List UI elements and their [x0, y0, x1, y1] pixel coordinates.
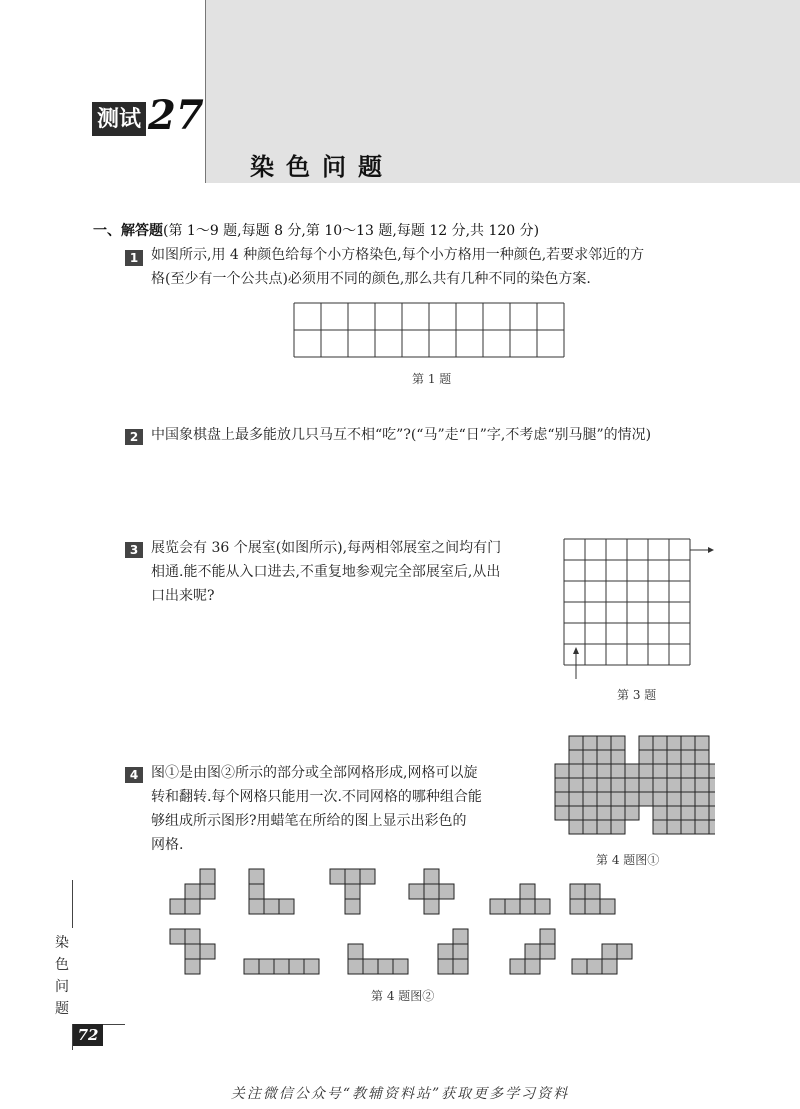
figure-1-cell	[597, 736, 611, 750]
test-label	[92, 92, 204, 139]
figure-2-piece-cell	[170, 929, 185, 944]
figure-2-piece-cell	[570, 899, 585, 914]
figure-1-cell	[695, 792, 709, 806]
figure-2-piece-cell	[438, 959, 453, 974]
figure-1-cell	[639, 792, 653, 806]
question-1-line-1: 如图所示,用 4 种颜色给每个小方格染色,每个小方格用一种颜色,若要求邻近的方	[151, 247, 645, 263]
figure-2-piece-cell	[520, 899, 535, 914]
figure-2-piece-cell	[185, 899, 200, 914]
figure-1-cell	[611, 736, 625, 750]
section-prefix: 一、解答题	[93, 223, 163, 239]
sidebar-chapter-title	[55, 932, 69, 1020]
figure-2-piece-cell	[185, 884, 200, 899]
figure-1-cell	[681, 820, 695, 834]
test-number: 27	[148, 92, 204, 139]
figure-1-cell	[681, 806, 695, 820]
figure-1-cell	[555, 806, 569, 820]
figure-2-piece-cell	[617, 944, 632, 959]
figure-2-piece-cell	[345, 869, 360, 884]
figure-1-cell	[625, 764, 639, 778]
question-2-line-1: 中国象棋盘上最多能放几只马互不相“吃”?(“马”走“日”字,不考虑“别马腿”的情况)	[151, 427, 652, 443]
figure-2-piece-cell	[393, 959, 408, 974]
figure-1-cell	[569, 764, 583, 778]
figure-2-piece-cell	[289, 959, 304, 974]
figure-1-cell	[625, 806, 639, 820]
figure-1-cell	[639, 750, 653, 764]
figure-1-cell	[583, 792, 597, 806]
figure-1-cell	[653, 750, 667, 764]
figure-2-piece-cell	[259, 959, 274, 974]
figure-1-cell	[569, 736, 583, 750]
sidebar-char: 问	[55, 979, 69, 995]
figure-2-piece-cell	[378, 959, 393, 974]
question-number-3: 3	[125, 542, 143, 558]
figure-1-cell	[695, 736, 709, 750]
figure-1-cell	[653, 778, 667, 792]
figure-1-cell	[583, 736, 597, 750]
figure-1-cell	[569, 806, 583, 820]
figure-2-piece-cell	[345, 899, 360, 914]
figure-2-piece-cell	[572, 959, 587, 974]
figure-1-cell	[709, 764, 715, 778]
figure-1-cell	[653, 764, 667, 778]
figure-1-cell	[681, 778, 695, 792]
figure-2-piece-cell	[185, 944, 200, 959]
figure-1-cell	[611, 792, 625, 806]
figure-2-piece-cell	[453, 929, 468, 944]
figure-1-cell	[667, 764, 681, 778]
figure-1-cell	[597, 764, 611, 778]
figure-2-piece-cell	[490, 899, 505, 914]
figure-2-piece-cell	[505, 899, 520, 914]
figure-2-piece-cell	[360, 869, 375, 884]
page-title: 染色问题	[250, 153, 394, 181]
question-4-line-3: 够组成所示图形?用蜡笔在所给的图上显示出彩色的	[151, 813, 467, 829]
figure-1-cell	[667, 806, 681, 820]
figure-1-cell	[709, 820, 715, 834]
figure-2-piece-cell	[249, 869, 264, 884]
question-number-1: 1	[125, 250, 143, 266]
figure-2-piece-cell	[345, 884, 360, 899]
figure-2-piece-cell	[510, 959, 525, 974]
figure-1-cell	[667, 778, 681, 792]
figure-1-cell	[555, 764, 569, 778]
figure-2-piece-cell	[525, 944, 540, 959]
figure-1-cell	[625, 778, 639, 792]
figure-2-piece-cell	[520, 884, 535, 899]
figure-1-cell	[639, 736, 653, 750]
figure-1-cell	[695, 750, 709, 764]
question-3-line-3: 口出来呢?	[151, 588, 215, 604]
question-4-text	[151, 761, 482, 857]
figure-1-cell	[695, 778, 709, 792]
figure-1-cell	[667, 736, 681, 750]
question-4-line-2: 转和翻转.每个网格只能用一次.不同网格的哪种组合能	[151, 789, 482, 805]
entrance-arrow-head	[573, 647, 579, 654]
figure-1-cell	[625, 792, 639, 806]
figure-2-piece-cell	[249, 899, 264, 914]
sidebar-line-top	[72, 880, 73, 928]
figure-1-cell	[611, 750, 625, 764]
figure-1-cell	[555, 792, 569, 806]
figure-1-shape	[545, 733, 715, 843]
figure-1-cell	[667, 820, 681, 834]
figure-2-piece-cell	[244, 959, 259, 974]
figure-2-piece-cell	[602, 944, 617, 959]
figure-2-piece-cell	[438, 944, 453, 959]
figure-1-cell	[555, 778, 569, 792]
figure-2-piece-cell	[264, 899, 279, 914]
figure-2-piece-cell	[587, 959, 602, 974]
figure-1-cell	[583, 750, 597, 764]
figure-1-cell	[709, 778, 715, 792]
figure-2-piece-cell	[585, 884, 600, 899]
figure-1-cell	[597, 778, 611, 792]
figure-1-cell	[653, 820, 667, 834]
figure-1-cell	[569, 778, 583, 792]
figure-1-cell	[681, 764, 695, 778]
figure-1-cell	[569, 750, 583, 764]
figure-2-piece-cell	[330, 869, 345, 884]
figure-2-piece-cell	[363, 959, 378, 974]
question-4-figure-2-caption: 第 4 题图②	[371, 989, 435, 1003]
figure-1-cell	[681, 792, 695, 806]
figure-2-piece-cell	[348, 944, 363, 959]
figure-1-cell	[653, 806, 667, 820]
figure-2-piece-cell	[200, 944, 215, 959]
sidebar-char: 题	[55, 1001, 69, 1017]
figure-1-cell	[709, 792, 715, 806]
question-number-4: 4	[125, 767, 143, 783]
figure-1-cell	[569, 820, 583, 834]
figure-2-piece-cell	[570, 884, 585, 899]
figure-2-piece-cell	[249, 884, 264, 899]
figure-1-cell	[583, 806, 597, 820]
figure-1-cell	[597, 750, 611, 764]
question-3-caption: 第 3 题	[617, 688, 657, 702]
figure-1-cell	[611, 806, 625, 820]
figure-1-cell	[681, 736, 695, 750]
question-1-text	[151, 243, 644, 291]
figure-1-cell	[695, 764, 709, 778]
question-2-text	[151, 423, 651, 447]
figure-1-cell	[639, 764, 653, 778]
figure-1-cell	[583, 820, 597, 834]
figure-1-cell	[695, 820, 709, 834]
figure-2-piece-cell	[274, 959, 289, 974]
page-number: 72	[73, 1024, 103, 1046]
figure-1-cell	[653, 792, 667, 806]
exit-arrow-head	[708, 547, 714, 553]
figure-2-piece-cell	[279, 899, 294, 914]
figure-2-piece-cell	[540, 929, 555, 944]
figure-1-cell	[611, 820, 625, 834]
sidebar-char: 色	[55, 957, 69, 973]
figure-2-piece-cell	[600, 899, 615, 914]
question-number-2: 2	[125, 429, 143, 445]
figure-1-cell	[639, 778, 653, 792]
figure-1-cell	[653, 736, 667, 750]
figure-2-piece-cell	[525, 959, 540, 974]
sidebar-char: 染	[55, 935, 69, 951]
question-4-line-4: 网格.	[151, 837, 184, 853]
figure-1-cell	[597, 806, 611, 820]
figure-1-cell	[611, 764, 625, 778]
question-3-grid	[560, 535, 715, 680]
figure-2-piece-cell	[424, 869, 439, 884]
figure-2-piece-cell	[535, 899, 550, 914]
figure-2-piece-cell	[424, 884, 439, 899]
figure-1-cell	[569, 792, 583, 806]
question-4-figure-1-caption: 第 4 题图①	[596, 853, 660, 867]
header-divider	[205, 0, 206, 183]
figure-1-cell	[583, 764, 597, 778]
figure-2-piece-cell	[304, 959, 319, 974]
question-3-line-2: 相通.能不能从入口进去,不重复地参观完全部展室后,从出	[151, 564, 501, 580]
section-note: (第 1～9 题,每题 8 分,第 10～13 题,每题 12 分,共 120 分)	[163, 223, 540, 239]
figure-1-cell	[667, 750, 681, 764]
test-label-box: 测试	[92, 102, 146, 136]
figure-1-cell	[681, 750, 695, 764]
figure-2-piece-cell	[200, 869, 215, 884]
question-1-line-2: 格(至少有一个公共点)必须用不同的颜色,那么共有几种不同的染色方案.	[151, 271, 591, 287]
figure-2-piece-cell	[424, 899, 439, 914]
figure-1-cell	[583, 778, 597, 792]
figure-2-piece-cell	[439, 884, 454, 899]
figure-1-cell	[709, 806, 715, 820]
question-1-caption: 第 1 题	[412, 372, 452, 386]
figure-2-piece-cell	[585, 899, 600, 914]
figure-2-piece-cell	[453, 944, 468, 959]
figure-1-cell	[667, 792, 681, 806]
figure-2-piece-cell	[602, 959, 617, 974]
figure-2-piece-cell	[409, 884, 424, 899]
footer-note: 关注微信公众号“教辅资料站”获取更多学习资料	[230, 1086, 570, 1102]
question-4-line-1: 图①是由图②所示的部分或全部网格形成,网格可以旋	[151, 765, 478, 781]
figure-2-piece-cell	[453, 959, 468, 974]
question-3-text	[151, 536, 501, 608]
figure-2-piece-cell	[200, 884, 215, 899]
figure-2-piece-cell	[170, 899, 185, 914]
figure-2-piece-cell	[348, 959, 363, 974]
figure-2-piece-cell	[185, 929, 200, 944]
figure-2-piece-cell	[540, 944, 555, 959]
figure-1-cell	[611, 778, 625, 792]
figure-1-cell	[695, 806, 709, 820]
figure-2-piece-cell	[185, 959, 200, 974]
figure-1-cell	[597, 820, 611, 834]
figure-1-cell	[597, 792, 611, 806]
figure-2-pieces	[160, 865, 640, 980]
question-1-grid	[293, 302, 567, 358]
question-3-line-1: 展览会有 36 个展室(如图所示),每两相邻展室之间均有门	[151, 540, 502, 556]
section-heading	[93, 220, 539, 240]
